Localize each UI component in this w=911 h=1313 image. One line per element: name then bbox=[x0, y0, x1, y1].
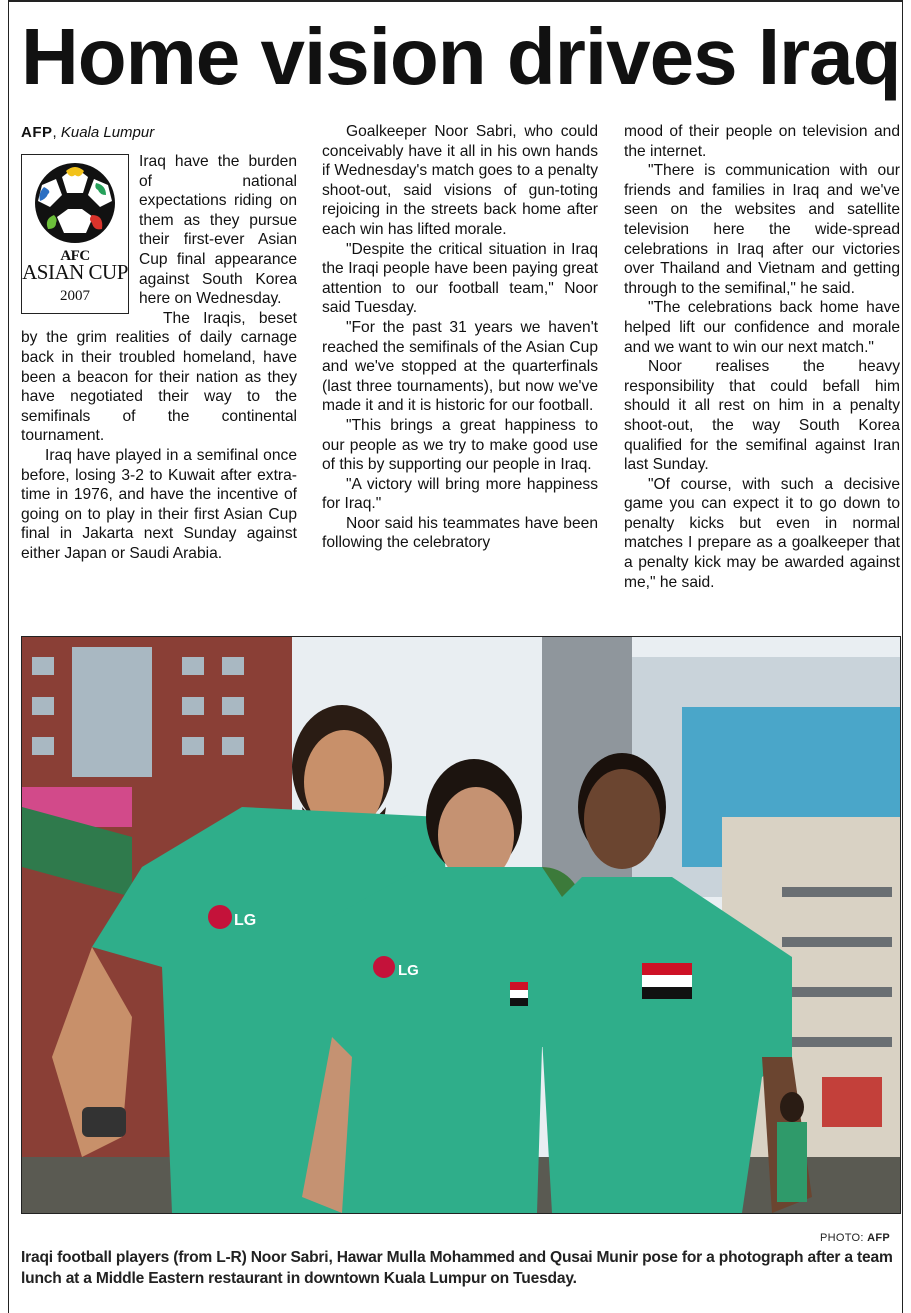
paragraph: "The celebrations back home have helped lift our confidence and morale and we want to win our next match." bbox=[624, 299, 900, 356]
newspaper-page bbox=[8, 0, 903, 1313]
paragraph: Goalkeeper Noor Sabri, who could conceivably have it all in his own hands if Wednesday's match goes to a penalty shoot-out, said visions of gun-toting rejoicing in the streets back home after each win has lifted morale. bbox=[322, 123, 598, 238]
paragraph: Noor said his teammates have been following the celebratory bbox=[322, 514, 598, 552]
paragraph: mood of their people on television and the internet. bbox=[624, 123, 900, 160]
paragraph: "There is communication with our friends and families in Iraq and we've seen on the websites and satellite television here the wide-spread celebrations in Iraq after our victories over Thailand and Vietnam and getting through to the semifinal," he said. bbox=[624, 162, 900, 297]
article-body bbox=[21, 122, 901, 622]
top-rule bbox=[9, 0, 902, 2]
paragraph: "Of course, with such a decisive game you can expect it to go down to penalty kicks but even in normal matches I prepare as a goalkeeper that a penalty kick may be awarded against me," he said. bbox=[624, 475, 900, 591]
byline-place: Kuala Lumpur bbox=[60, 124, 155, 141]
photo-caption: Iraqi football players (from L-R) Noor Sabri, Hawar Mulla Mohammed and Qusai Munir pose for a photograph after a team lunch at a Middle Eastern restaurant in downtown Kuala Lumpur on Tuesday. bbox=[21, 1249, 893, 1287]
soccer-ball-icon bbox=[22, 155, 128, 247]
article-column-3 bbox=[624, 122, 900, 622]
paragraph: "Despite the critical situation in Iraq the Iraqi people have been paying great attention to our football team," Noor said Tuesday. bbox=[322, 240, 598, 317]
logo-asian-cup-text: ASIAN CUP bbox=[22, 260, 128, 284]
article-column-2 bbox=[322, 122, 598, 622]
paragraph: "This brings a great happiness to our people as we try to make good use of this by supporting our people in Iraq. bbox=[322, 416, 598, 474]
headline: Home vision drives Iraq bbox=[21, 12, 901, 101]
byline bbox=[21, 122, 297, 144]
byline-separator: , bbox=[52, 124, 57, 141]
iraq-flag-icon bbox=[510, 982, 528, 1006]
paragraph: Noor realises the heavy responsibility that could befall him should it all rest on him in a penalty shoot-out, the way South Korea qualified for the semifinal against Iran last Sunday. bbox=[624, 358, 900, 474]
photo-credit-agency: AFP bbox=[867, 1232, 890, 1244]
paragraph: The Iraqis, beset by the grim realities of daily carnage back in their troubled homeland, have been a beacon for their nation as they have negotiated their way to the semifinals of the continental tournament. bbox=[21, 309, 297, 445]
shirt-logo-left: LG bbox=[234, 912, 257, 929]
paragraph: Iraq have the burden of national expectations riding on them as they pursue their first-ever Asian Cup final appearance against South Korea here on Wednesday. bbox=[139, 153, 297, 308]
logo-year-text: 2007 bbox=[60, 288, 90, 304]
paragraph: "For the past 31 years we haven't reached the semifinals of the Asian Cup and we've stopped at the quarterfinals (last three tournaments), but now we've made it and it is historic for our football. bbox=[322, 318, 598, 415]
afc-asian-cup-logo bbox=[21, 154, 129, 314]
photo-credit bbox=[820, 1232, 890, 1244]
shirt-logo-middle: LG bbox=[398, 962, 419, 979]
news-photo bbox=[21, 636, 901, 1214]
photo-credit-label: PHOTO: bbox=[819, 1232, 864, 1244]
paragraph: "A victory will bring more happiness for Iraq." bbox=[322, 475, 598, 513]
byline-agency: AFP bbox=[21, 124, 53, 141]
iraq-flag-icon bbox=[642, 963, 692, 999]
players-photo-illustration bbox=[22, 637, 900, 1213]
logo-afc-text: AFC bbox=[60, 248, 90, 264]
paragraph: Iraq have played in a semifinal once before, losing 3-2 to Kuwait after extra-time in 1976, and have the incentive of going on to play in their first Asian Cup final in Jakarta next Sunday against either Japan or Saudi Arabia. bbox=[21, 446, 297, 562]
article-column-1 bbox=[21, 122, 297, 622]
